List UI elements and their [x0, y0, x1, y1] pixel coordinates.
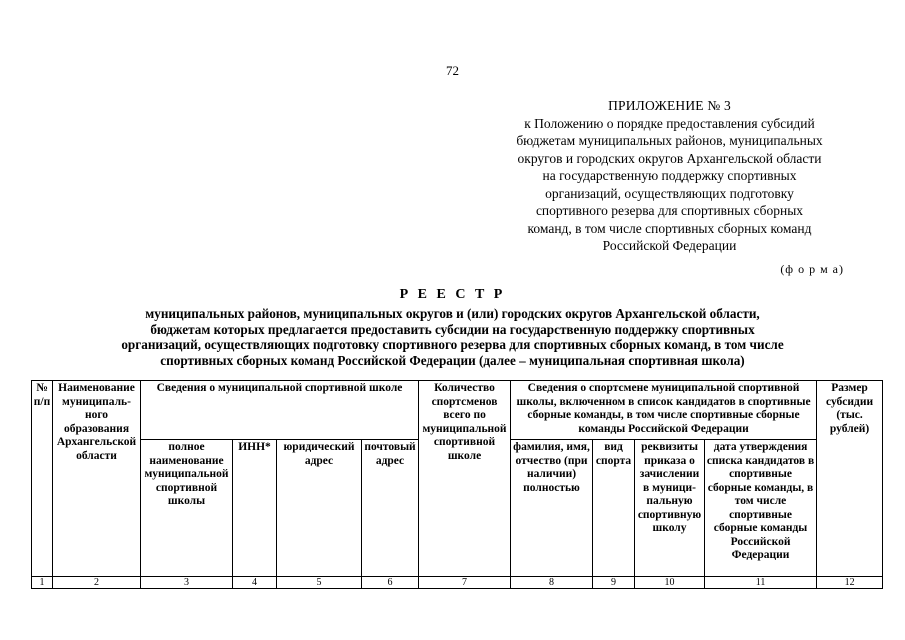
- appendix-line: бюджетам муниципальных районов, муниципальных: [516, 133, 823, 148]
- appendix-line: спортивного резерва для спортивных сборных: [535, 203, 804, 218]
- appendix-block: [497, 97, 842, 255]
- appendix-line: на государственную поддержку спортивных: [542, 168, 797, 183]
- column-number: 3: [141, 577, 233, 589]
- column-number: 9: [593, 577, 635, 589]
- registry-table: [31, 380, 883, 589]
- header-athletes-count: Количество спортсменов всего по муниципальной спортивной школе: [419, 381, 511, 577]
- column-number: 2: [53, 577, 141, 589]
- page-number: 72: [446, 63, 459, 78]
- header-municipality: Наименование муниципаль-ного образования Архангельской области: [53, 381, 141, 577]
- subtitle-line: организаций, осуществляющих подготовку спортивного резерва для спортивных сборных команд, в том числе: [121, 337, 784, 353]
- subheader-inn: ИНН*: [233, 440, 277, 577]
- form-label: (ф о р м а): [780, 262, 844, 276]
- appendix-line: к Положению о порядке предоставления субсидий: [524, 115, 815, 131]
- column-number: 4: [233, 577, 277, 589]
- register-title: Р Е Е С Т Р: [399, 287, 506, 302]
- subtitle-line: спортивных сборных команд Российской Федерации (далее – муниципальная спортивная школа): [160, 352, 745, 368]
- appendix-line: команд, в том числе спортивных сборных команд: [527, 220, 812, 236]
- subtitle-line: муниципальных районов, муниципальных округов и (или) городских округов Архангельской области,: [145, 306, 760, 321]
- column-number: 6: [362, 577, 419, 589]
- header-athletes-info: Сведения о спортсмене муниципальной спортивной школы, включенном в список кандидатов в спортивные сборные команды, в том числе спортивные сборные команды Российской Федерации: [511, 381, 817, 440]
- column-number: 7: [419, 577, 511, 589]
- register-subtitle: [44, 306, 861, 368]
- subheader-legal-address: юридический адрес: [277, 440, 362, 577]
- column-number: 12: [817, 577, 883, 589]
- appendix-line: округов и городских округов Архангельской области: [517, 150, 822, 166]
- column-number: 10: [635, 577, 705, 589]
- subtitle-line: бюджетам которых предлагается предоставить субсидии на государственную поддержку спортивных: [150, 321, 755, 337]
- subheader-postal-address: почтовый адрес: [362, 440, 419, 577]
- appendix-line: организаций, осуществляющих подготовку: [545, 185, 794, 201]
- column-number: 1: [32, 577, 53, 589]
- column-number: 11: [705, 577, 817, 589]
- header-row: [32, 381, 883, 440]
- subheader-order-details: реквизиты приказа о зачислении в муници-пальную спортивную школу: [635, 440, 705, 577]
- column-number: 5: [277, 577, 362, 589]
- appendix-line: Российской Федерации: [602, 238, 737, 253]
- column-number: 8: [511, 577, 593, 589]
- column-number-row: [32, 577, 883, 589]
- subheader-full-name: полное наименование муниципальной спортивной школы: [141, 440, 233, 577]
- header-num: № п/п: [32, 381, 53, 577]
- subheader-athlete-name: фамилия, имя, отчество (при наличии) полностью: [511, 440, 593, 577]
- subheader-approval-date: дата утверждения списка кандидатов в спортивные сборные команды, в том числе спортивные сборные команды Российской Федерации: [705, 440, 817, 577]
- header-school-info: Сведения о муниципальной спортивной школе: [141, 381, 419, 440]
- appendix-title: ПРИЛОЖЕНИЕ № 3: [608, 98, 731, 113]
- subheader-sport: вид спорта: [593, 440, 635, 577]
- header-subsidy: Размер субсидии (тыс. рублей): [817, 381, 883, 577]
